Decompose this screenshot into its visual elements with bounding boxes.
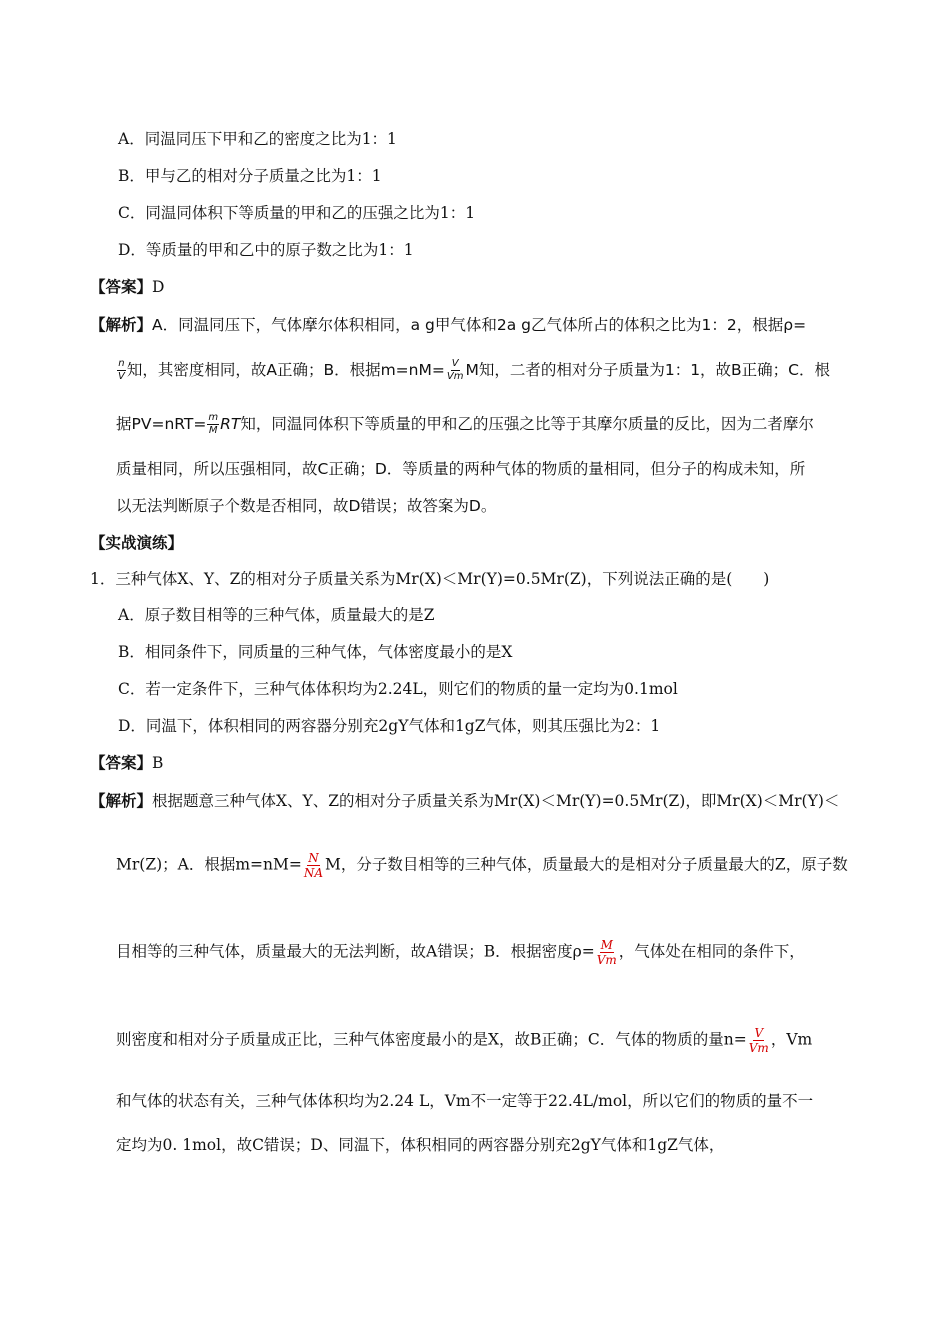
analysis-label: 【解析】 bbox=[90, 315, 153, 334]
section-title: 【实战演练】 bbox=[90, 533, 184, 552]
practice-analysis-line-5: 和气体的状态有关，三种气体体积均为2.24 L，Vm不一定等于22.4L/mol，所以它们的物质的量不一 bbox=[116, 1092, 814, 1110]
practice-option-a: A．原子数目相等的三种气体，质量最大的是Z bbox=[118, 606, 435, 624]
practice-answer bbox=[90, 752, 163, 774]
practice-option-c: C．若一定条件下，三种气体体积均为2.24L，则它们的物质的量一定均为0.1mol bbox=[118, 680, 678, 698]
example-analysis-line-3: 据PV=nRT= $\frac{m}{M}$ RT知，同温同体积下等质量的甲和乙的压强之比等于其摩尔质量的反比，因为二者摩尔 bbox=[116, 412, 814, 436]
example-option-c: C．同温同体积下等质量的甲和乙的压强之比为1：1 bbox=[118, 204, 476, 222]
answer-label: 【答案】 bbox=[90, 277, 153, 296]
practice-option-b: B．相同条件下，同质量的三种气体，气体密度最小的是X bbox=[118, 643, 513, 661]
fraction-n-over-v: $\frac{n}{V}$ bbox=[118, 358, 125, 382]
example-analysis-line-4: 质量相同，所以压强相同，故C正确；D．等质量的两种气体的物质的量相同，但分子的构成未知，所 bbox=[116, 460, 806, 478]
practice-option-d: D．同温下，体积相同的两容器分别充2gY气体和1gZ气体，则其压强比为2：1 bbox=[118, 717, 661, 735]
fraction-m-over-M: $\frac{m}{M}$ bbox=[208, 412, 219, 436]
example-option-d: D．等质量的甲和乙中的原子数之比为1：1 bbox=[118, 241, 414, 259]
answer-value: B bbox=[152, 754, 164, 772]
practice-analysis-line-6: 定均为0. 1mol，故C错误；D、同温下，体积相同的两容器分别充2gY气体和1gZ气体， bbox=[116, 1136, 725, 1154]
example-analysis-line-5: 以无法判断原子个数是否相同，故D错误；故答案为D。 bbox=[116, 497, 497, 515]
fraction-N-over-NA: $\frac{N}{NA}$ bbox=[303, 851, 324, 880]
fraction-v-over-vm: $\frac{V}{Vm}$ bbox=[446, 358, 464, 382]
practice-analysis-line-2: Mr(Z)；A．根据m=nM= $\frac{N}{NA}$ M，分子数目相等的三种气体，质量最大的是相对分子质量最大的Z，原子数 bbox=[116, 851, 848, 880]
example-analysis-line-2: $\frac{n}{V}$ 知，其密度相同，故A正确；B．根据m=nM= $\frac{V}{Vm}$ M知，二者的相对分子质量为1：1，故B正确；C．根 bbox=[118, 358, 831, 382]
example-option-b: B．甲与乙的相对分子质量之比为1：1 bbox=[118, 167, 382, 185]
example-option-a: A．同温同压下甲和乙的密度之比为1：1 bbox=[118, 130, 397, 148]
answer-value: D bbox=[152, 278, 165, 296]
fraction-M-over-Vm: $\frac{M}{Vm}$ bbox=[596, 938, 617, 967]
answer-label: 【答案】 bbox=[90, 753, 153, 772]
example-analysis-line-1: 【解析】A．同温同压下，气体摩尔体积相同，a g甲气体和2a g乙气体所占的体积之比为1：2，根据ρ= bbox=[90, 315, 807, 334]
example-answer bbox=[90, 276, 164, 298]
practice-analysis-line-1: 【解析】根据题意三种气体X、Y、Z的相对分子质量关系为Mr(X)＜Mr(Y)=0.5Mr(Z)，即Mr(X)＜Mr(Y)＜ bbox=[90, 791, 840, 810]
analysis-label: 【解析】 bbox=[90, 791, 153, 810]
practice-analysis-line-3: 目相等的三种气体，质量最大的无法判断，故A错误；B．根据密度ρ= $\frac{M}{Vm}$ ，气体处在相同的条件下， bbox=[116, 938, 805, 967]
practice-analysis-line-4: 则密度和相对分子质量成正比，三种气体密度最小的是X，故B正确；C．气体的物质的量n= $\frac{V}{Vm}$ ，Vm bbox=[116, 1026, 813, 1055]
fraction-V-over-Vm: $\frac{V}{Vm}$ bbox=[748, 1026, 769, 1055]
question-stem: 1．三种气体X、Y、Z的相对分子质量关系为Mr(X)＜Mr(Y)=0.5Mr(Z)，下列说法正确的是( ) bbox=[90, 570, 770, 588]
